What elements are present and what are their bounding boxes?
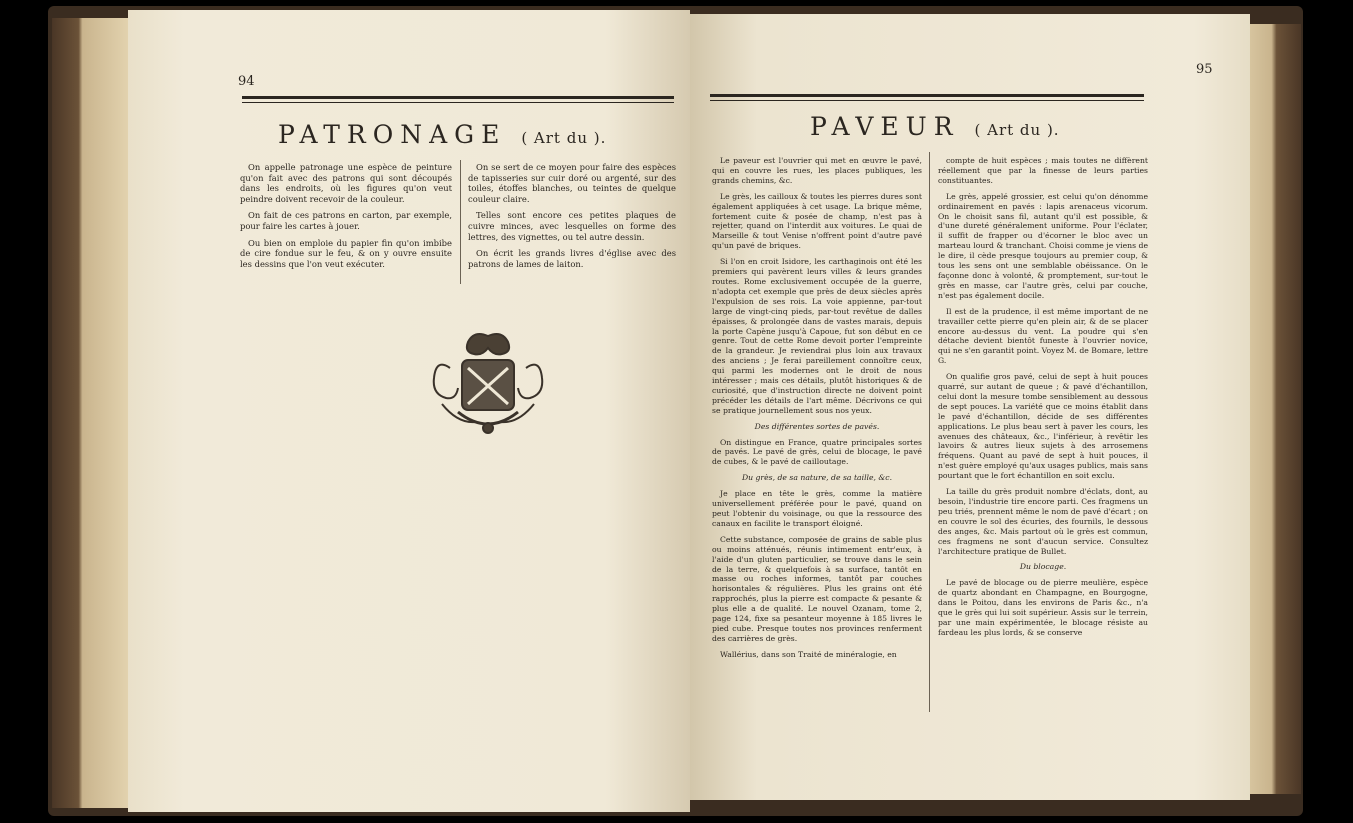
- paragraph: Telles sont encore ces petites plaques de cuivre minces, avec lesquelles on forme des lettres, des vignettes, ou tel autre dessin.: [468, 210, 676, 242]
- section-heading: Des différentes sortes de pavés.: [754, 421, 880, 431]
- paragraph: On distingue en France, quatre principales sortes de pavés. Le pavé de grès, celui de blocage, le pavé de cubes, & le pavé de cailloutage.: [712, 437, 922, 467]
- paragraph: Le pavé de blocage ou de pierre meulière, espèce de quartz abondant en Champagne, en Bourgogne, dans le Poitou, dans les environs de Paris &c., n'a que le grès qui lui soit supérieur. Assis sur le terrein, par une main expérimentée, le blocage résiste au fardeau les plus lords, & se conserve: [938, 578, 1148, 637]
- paragraph: On se sert de ce moyen pour faire des espèces de tapisseries sur cuir doré ou argenté, sur des toiles, étoffes blanches, ou teintes de quelque couleur claire.: [468, 162, 676, 204]
- paragraph: On écrit les grands livres d'église avec des patrons de lames de laiton.: [468, 248, 676, 269]
- left-column-2: [468, 162, 676, 275]
- column-divider: [460, 160, 461, 284]
- paragraph: Wallérius, dans son Traité de minéralogie, en: [720, 649, 897, 659]
- article-title: [278, 120, 606, 149]
- paragraph: Le paveur est l'ouvrier qui met en œuvre le pavé, qui en couvre les rues, les places publiques, les grands chemins, &c.: [712, 156, 922, 185]
- right-column-1: [712, 156, 922, 666]
- left-page-stack: [52, 18, 128, 808]
- paragraph: Je place en tête le grès, comme la matière universellement préférée pour le pavé, quand on peut l'obtenir du voisinage, ou que la ressource des canaux en facilite le transport éloigné.: [712, 489, 922, 528]
- paragraph: Ou bien on emploie du papier fin qu'on imbibe de cire fondue sur le feu, & on y ouvre ensuite les dessins que l'on veut exécuter.: [240, 237, 452, 269]
- column-divider: [929, 152, 930, 712]
- right-column-2: [938, 156, 1148, 644]
- paragraph: Le grès, appelé grossier, est celui qu'on dénomme ordinairement en pavés : lapis arenaceus vicorum. On le choisit sans fil, autant qu'il est possible, & d'une dureté généralement uniforme. Pour l'éclater, il suffit de frapper ou d'écorner le bloc avec un marteau lourd & tranchant. Choisi comme je viens de le dire, il cède presque toujours au premier coup, & tous les sens ont une semblable obéissance. On le façonne donc à volonté, & promptement, sur-tout le grès en masse, car l'autre grès, celui par couche, n'est pas également docile.: [938, 191, 1148, 300]
- paragraph: On appelle patronage une espèce de peinture qu'on fait avec des patrons qui sont découpés dans les endroits, où les figures qu'on veut peindre doivent recevoir de la couleur.: [240, 162, 452, 204]
- paragraph: compte de huit espèces ; mais toutes ne diffèrent réellement que par la finesse de leurs parties constituantes.: [938, 156, 1148, 185]
- title-word: PATRONAGE: [278, 120, 507, 149]
- title-subtitle: ( Art du ).: [521, 129, 607, 147]
- left-page: [128, 10, 690, 812]
- section-heading: Du grès, de sa nature, de sa taille, &c.: [741, 473, 893, 483]
- paragraph: On fait de ces patrons en carton, par exemple, pour faire les cartes à jouer.: [240, 210, 452, 231]
- header-rule: [242, 96, 674, 99]
- title-word: PAVEUR: [810, 112, 960, 141]
- paragraph: Si l'on en croit Isidore, les carthaginois ont été les premiers qui pavèrent leurs villes & leurs grandes routes. Rome exclusivement occupée de la guerre, n'adopta cet exemple que près de deux siècles après l'expulsion de ses rois. La voie appienne, par-tout large de vingt-cinq pieds, par-tout revêtue de dalles épaisses, & prolongée dans de vastes marais, depuis la porte Capène jusqu'à Capoue, fut son début en ce genre. Tout de cette Rome devoit porter l'empreinte de la grandeur. Je reviendrai plus loin aux travaux des anciens ; Je ferai pareillement connoître ceux, qui parmi les modernes ont le droit de nous intéresser ; mais ces détails, plutôt historiques & de curiosité, que d'instruction directe ne doivent point précéder les détails de l'art même. Décrivons ce qui se pratique journellement sous nos yeux.: [712, 257, 922, 415]
- title-subtitle: ( Art du ).: [974, 121, 1060, 139]
- right-page: [690, 14, 1250, 800]
- paragraph: Cette substance, composée de grains de sable plus ou moins atténués, réunis intimement entr'eux, à l'aide d'un gluten particulier, se trouve dans le sein de la terre, & quelquefois à sa surface, tantôt en masse ou roches informes, tantôt par couches horisontales & régulières. Plus les grains ont été rapprochés, plus la pierre est compacte & pesante & plus elle a de qualité. Le nouvel Ozanam, tome 2, page 124, fixe sa pesanteur moyenne à 185 livres le pied cube. Presque toutes nos provinces renferment des carrières de grès.: [712, 534, 922, 643]
- section-heading: Du blocage.: [1019, 562, 1067, 572]
- paragraph: Il est de la prudence, il est même important de ne travailler cette pierre qu'en plein air, & de se placer encore au-dessus du vent. La poudre qui s'en détache devient bientôt funeste à l'ouvrier novice, qui ne s'en garantit point. Voyez M. de Bomare, lettre G.: [938, 306, 1148, 366]
- page-number: 95: [1196, 62, 1213, 77]
- article-title: [810, 112, 1060, 141]
- header-rule: [710, 94, 1144, 97]
- left-column-1: [240, 162, 452, 275]
- paragraph: Le grès, les cailloux & toutes les pierres dures sont également appliquées à cet usage. La brique même, fortement cuite & posée de champ, n'est pas à rejetter, quand on l'interdit aux voitures. Le quai de Marseille & tout Venise n'offrent point d'autre pavé qu'un pavé de briques.: [712, 191, 922, 251]
- header-rule-thin: [710, 100, 1144, 101]
- decorative-vignette: [428, 328, 548, 440]
- paragraph: La taille du grès produit nombre d'éclats, dont, au besoin, l'industrie tire encore parti. Ces fragmens un peu triés, prennent même le nom de pavé d'écart ; on en couvre le sol des écuries, des fournils, le dessous des anges, &c. Mais partout où le grès est commun, ces fragmens ne sont d'aucun service. Consultez l'architecture pratique de Bullet.: [938, 487, 1148, 556]
- header-rule-thin: [242, 102, 674, 103]
- paragraph: On qualifie gros pavé, celui de sept à huit pouces quarré, sur autant de queue ; & pavé d'échantillon, celui dont la mesure tombe sensiblement au dessous de sept pouces. La variété que ce moins établit dans le pavé d'échantillon, décide de ses différentes applications. Le plus beau sert à paver les cours, les avenues des châteaux, &c., l'inférieur, à revêtir les lavoirs & autres lieux sujets à des arrosemens fréquens. Quant au pavé de sept à huit pouces, il n'est guère employé qu'aux usages publics, mais sans pourtant que le fort échantillon en soit exclu.: [938, 372, 1148, 481]
- page-number: 94: [238, 74, 255, 89]
